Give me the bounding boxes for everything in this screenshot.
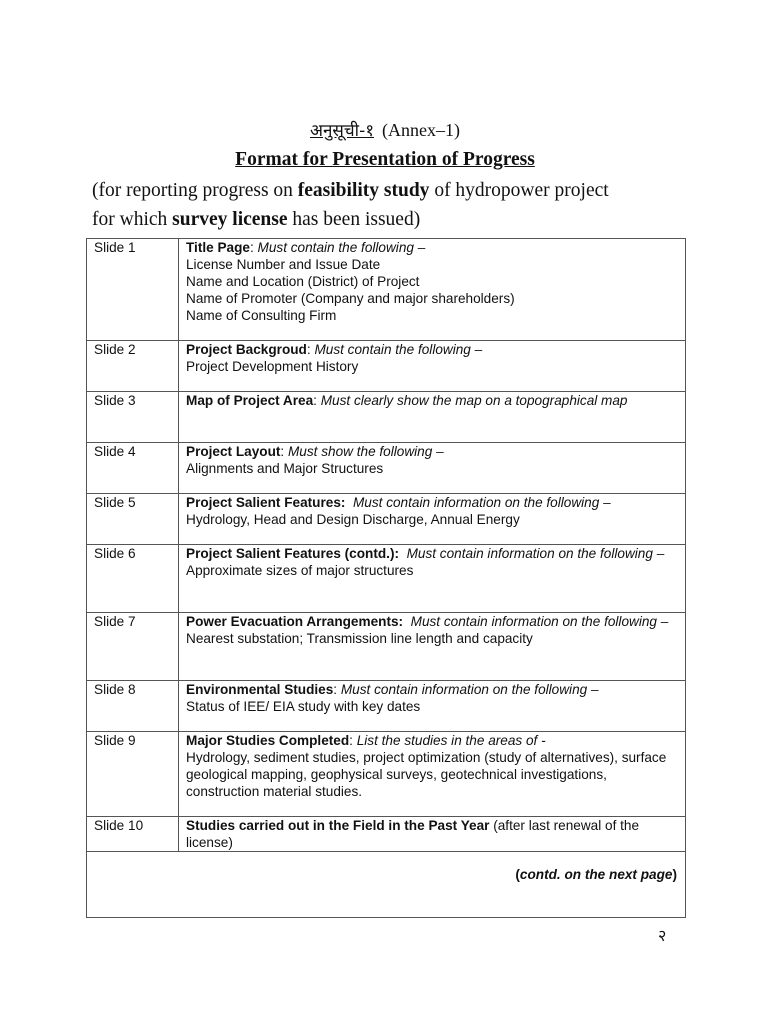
slide-requirement: Must contain information on the following – (352, 495, 611, 510)
table-row (87, 392, 686, 443)
slide-heading (186, 443, 679, 460)
table-row (87, 341, 686, 392)
slide-number: Slide 5 (87, 494, 179, 545)
subtitle-2-text-b: has been issued) (287, 209, 421, 230)
slide-title: Title Page (186, 240, 250, 255)
slide-title: Project Layout (186, 444, 281, 459)
slide-requirement: List the studies in the areas of - (356, 733, 546, 748)
slide-title: Project Salient Features (contd.): (186, 546, 400, 561)
subtitle-1-text-a: (for reporting progress on (92, 180, 298, 201)
subtitle-2-text-a: for which (92, 209, 173, 230)
contd-row (87, 852, 686, 918)
slide-content (179, 392, 686, 443)
slide-content (179, 443, 686, 494)
slide-heading (186, 817, 679, 851)
slide-content (179, 341, 686, 392)
slide-item: Project Development History (186, 359, 359, 374)
contd-note (87, 852, 686, 918)
slide-separator (403, 614, 411, 629)
slide-requirement: Must contain information on the following – (410, 614, 669, 629)
slide-item: Nearest substation; Transmission line length and capacity (186, 631, 533, 646)
slide-number: Slide 2 (87, 341, 179, 392)
contd-open-paren: ( (515, 867, 520, 882)
slide-heading (186, 392, 679, 409)
slide-title: Project Backgroud (186, 342, 307, 357)
slide-title: Power Evacuation Arrangements: (186, 614, 404, 629)
table-row (87, 613, 686, 681)
slide-note: (after last renewal of the license) (186, 818, 640, 850)
slide-separator: : (313, 393, 321, 408)
slide-separator (399, 546, 407, 561)
slide-number: Slide 1 (87, 239, 179, 341)
subtitle-line-1 (92, 180, 692, 202)
subtitle-line-2 (92, 209, 692, 231)
slide-heading (186, 239, 679, 256)
slide-content (179, 732, 686, 817)
slide-title: Project Salient Features: (186, 495, 346, 510)
slide-requirement: Must show the following – (287, 444, 444, 459)
contd-text: contd. on the next page (519, 867, 673, 882)
slide-item: Hydrology, Head and Design Discharge, Annual Energy (186, 512, 520, 527)
slide-separator: : (249, 240, 258, 255)
slide-requirement: Must contain information on the following – (340, 682, 599, 697)
table-row (87, 681, 686, 732)
slide-requirement: Must contain the following – (314, 342, 483, 357)
slide-separator: : (333, 682, 341, 697)
annex-latin: (Annex–1) (382, 120, 461, 140)
slide-number: Slide 8 (87, 681, 179, 732)
slide-item: Name and Location (District) of Project (186, 274, 420, 289)
slide-heading (186, 732, 679, 749)
slide-content (179, 494, 686, 545)
document-title: Format for Presentation of Progress (235, 149, 535, 170)
slide-number: Slide 4 (87, 443, 179, 494)
slide-item: Alignments and Major Structures (186, 461, 384, 476)
slide-item: Name of Consulting Firm (186, 308, 337, 323)
slide-heading (186, 681, 679, 698)
table-row (87, 732, 686, 817)
page-number: २ (658, 926, 667, 945)
slide-item: Name of Promoter (Company and major shareholders) (186, 291, 515, 306)
slide-heading (186, 613, 679, 630)
slide-heading (186, 545, 679, 562)
slides-table (86, 238, 686, 918)
slide-heading (186, 494, 679, 511)
subtitle-1-text-b: of hydropower project (429, 180, 609, 201)
slide-number: Slide 3 (87, 392, 179, 443)
slide-title: Environmental Studies (186, 682, 334, 697)
contd-close-paren: ) (672, 867, 677, 882)
table-row (87, 443, 686, 494)
slide-content (179, 681, 686, 732)
table-row (87, 817, 686, 852)
slide-content (179, 545, 686, 613)
slide-separator: : (280, 444, 288, 459)
slide-item: License Number and Issue Date (186, 257, 381, 272)
slide-number: Slide 6 (87, 545, 179, 613)
subtitle-2-bold: survey license (172, 209, 288, 230)
annex-devanagari: अनुसूची-१ (309, 121, 375, 141)
slide-heading (186, 341, 679, 358)
annex-heading (0, 118, 770, 141)
slide-item: Status of IEE/ EIA study with key dates (186, 699, 421, 714)
slide-content (179, 817, 686, 852)
slide-content (179, 239, 686, 341)
slide-separator: : (306, 342, 315, 357)
slide-number: Slide 7 (87, 613, 179, 681)
slide-item: Approximate sizes of major structures (186, 563, 414, 578)
slide-requirement: Must clearly show the map on a topographical map (320, 393, 628, 408)
slide-requirement: Must contain information on the following – (406, 546, 665, 561)
table-row (87, 239, 686, 341)
slide-requirement: Must contain the following – (257, 240, 426, 255)
slide-number: Slide 10 (87, 817, 179, 852)
slide-item: Hydrology, sediment studies, project optimization (study of alternatives), surface geological mapping, geophysical surveys, geotechnical investigations, construction material studies. (186, 750, 667, 799)
slide-title: Major Studies Completed (186, 733, 350, 748)
subtitle-1-bold: feasibility study (297, 180, 430, 201)
table-row (87, 545, 686, 613)
slide-content (179, 613, 686, 681)
slide-title: Map of Project Area (186, 393, 314, 408)
slide-separator: : (349, 733, 357, 748)
slide-number: Slide 9 (87, 732, 179, 817)
slide-separator (345, 495, 353, 510)
table-row (87, 494, 686, 545)
slide-title: Studies carried out in the Field in the Past Year (186, 818, 490, 833)
